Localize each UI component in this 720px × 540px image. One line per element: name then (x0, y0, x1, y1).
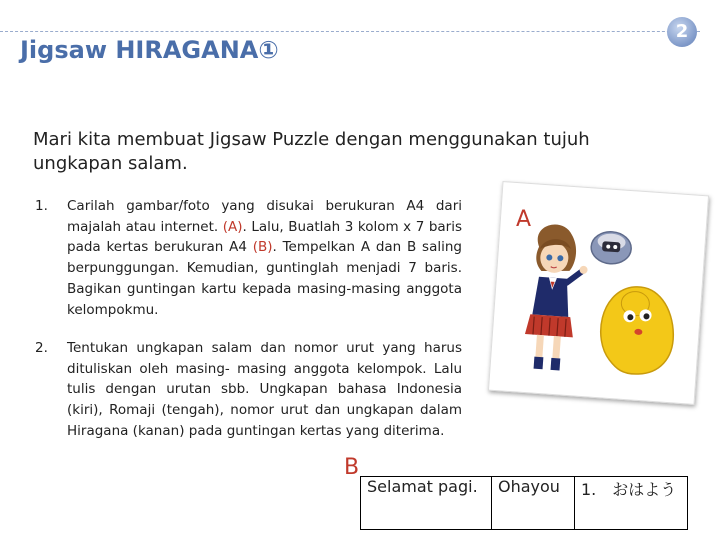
reference-a: (A) (222, 218, 243, 235)
page-number-badge: 2 (667, 17, 697, 47)
indonesian-cell: Selamat pagi. (361, 477, 492, 530)
step-text: Tentukan ungkapan salam dan nomor urut yang harus dituliskan oleh masing- masing anggota kelompok. Lalu tulis dengan urutan sbb. Ungkapan bahasa Indonesia (kiri), Romaji (tengah), nomor urut dan ungkapan dalam Hiragana (kanan) pada guntingan kertas yang diterima. (67, 340, 462, 439)
hiragana-cell: 1. おはよう (575, 477, 688, 530)
label-b: B (344, 455, 360, 480)
label-a: A (516, 207, 532, 232)
step-number: 1. (35, 198, 48, 214)
step-text: . Tempelkan A dan B saling berpunggungan. Kemudian, guntinglah menjadi 7 baris. Bagikan guntingan kartu kepada masing-masing anggota kelompokmu. (67, 239, 462, 318)
card-table (360, 476, 688, 530)
header-divider (0, 31, 700, 32)
step-2 (35, 338, 462, 442)
table-row (361, 477, 688, 530)
step-text: Carilah gambar/foto yang disukai berukuran A4 dari majalah atau internet. (67, 198, 462, 235)
step-number: 2. (35, 340, 48, 356)
romaji-cell: Ohayou (492, 477, 575, 530)
step-1 (35, 196, 463, 320)
reference-b: (B) (252, 239, 273, 256)
step-text: . Lalu, Buatlah 3 kolom x 7 baris pada kertas berukuran A4 (67, 218, 463, 256)
page-title: Jigsaw HIRAGANA① (20, 36, 279, 64)
intro-text: Mari kita membuat Jigsaw Puzzle dengan menggunakan tujuh ungkapan salam. (33, 129, 590, 174)
